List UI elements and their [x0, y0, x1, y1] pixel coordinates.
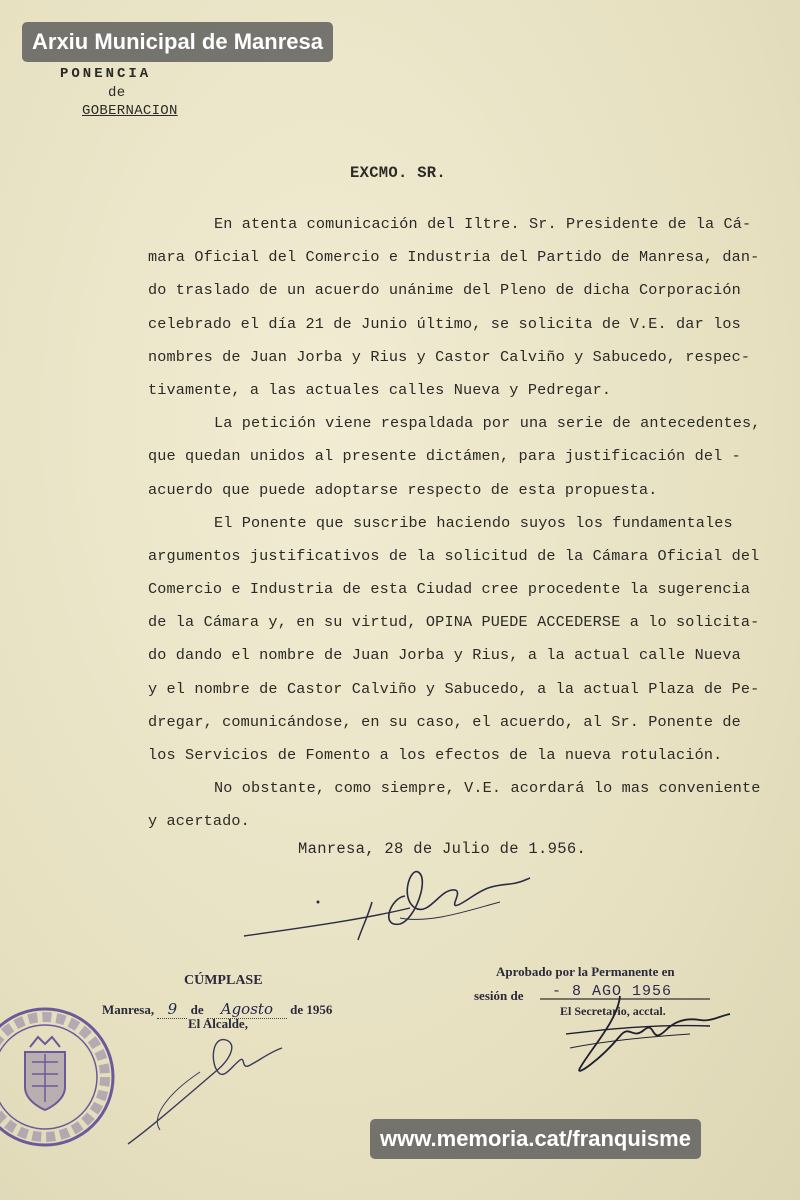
body-line: y acertado.: [148, 812, 250, 831]
body-line: argumentos justificativos de la solicitud de la Cámara Oficial del: [148, 546, 760, 565]
body-line: do traslado de un acuerdo unánime del Pleno de dicha Corporación: [148, 281, 741, 300]
body-line: los Servicios de Fomento a los efectos de la nueva rotulación.: [148, 746, 723, 764]
secretario-signature: [560, 990, 740, 1080]
municipal-seal: [0, 1002, 120, 1152]
body-line: nombres de Juan Jorba y Rius y Castor Calviño y Sabucedo, respec-: [148, 347, 751, 366]
approval-title: Aprobado por la Permanente en: [496, 964, 675, 979]
cumplase-day: 9: [157, 1000, 187, 1019]
cumplase-title: CÚMPLASE: [184, 973, 263, 988]
archive-watermark: Arxiu Municipal de Manresa: [22, 22, 333, 62]
cumplase-month: Agosto: [207, 1000, 287, 1019]
body-line: y el nombre de Castor Calviño y Sabucedo, a la actual Plaza de Pe-: [148, 679, 760, 698]
body-line: que quedan unidos al presente dictámen, para justificación del -: [148, 447, 741, 466]
body-line: mara Oficial del Comercio e Industria del Partido de Manresa, dan-: [148, 248, 760, 267]
body-line: En atenta comunicación del Iltre. Sr. Presidente de la Cá-: [214, 215, 752, 233]
date-line: Manresa, 28 de Julio de 1.956.: [298, 840, 587, 858]
body-line: tivamente, a las actuales calles Nueva y Pedregar.: [148, 380, 612, 399]
ponente-signature: [240, 858, 540, 948]
cumplase-place: Manresa,: [102, 1002, 155, 1017]
header-de: de: [108, 85, 126, 101]
body-line: acuerdo que puede adoptarse respecto de esta propuesta.: [148, 480, 658, 499]
approval-session-label: sesión de: [474, 988, 524, 1003]
website-watermark: www.memoria.cat/franquisme: [370, 1119, 701, 1159]
body-line: Comercio e Industria de esta Ciudad cree procedente la sugerencia: [148, 580, 751, 599]
header-ponencia: PONENCIA: [60, 66, 152, 82]
body-line: do dando el nombre de Juan Jorba y Rius, a la actual calle Nueva: [148, 646, 741, 665]
body-line: dregar, comunicándose, en su caso, el acuerdo, al Sr. Ponente de: [148, 712, 741, 731]
salutation: EXCMO. SR.: [350, 164, 447, 182]
secretario-label: El Secretario, acctal.: [560, 1004, 666, 1018]
cumplase-year: 1956: [306, 1002, 333, 1017]
alcalde-label: El Alcalde,: [188, 1016, 248, 1031]
body-line: La petición viene respaldada por una serie de antecedentes,: [214, 414, 761, 433]
alcalde-signature: [120, 1032, 290, 1152]
document-body: [148, 208, 800, 839]
cumplase-de2: de: [290, 1002, 304, 1017]
cumplase-de1: de: [190, 1002, 204, 1017]
header-gobernacion: GOBERNACION: [82, 103, 178, 119]
approval-stamp-date: - 8 AGO 1956: [552, 983, 673, 1000]
body-line: de la Cámara y, en su virtud, OPINA PUEDE ACCEDERSE a lo solicita-: [148, 613, 760, 632]
body-line: El Ponente que suscribe haciendo suyos los fundamentales: [214, 513, 733, 532]
body-line: celebrado el día 21 de Junio último, se solicita de V.E. dar los: [148, 314, 741, 333]
body-line: No obstante, como siempre, V.E. acordará lo mas conveniente: [214, 779, 761, 798]
